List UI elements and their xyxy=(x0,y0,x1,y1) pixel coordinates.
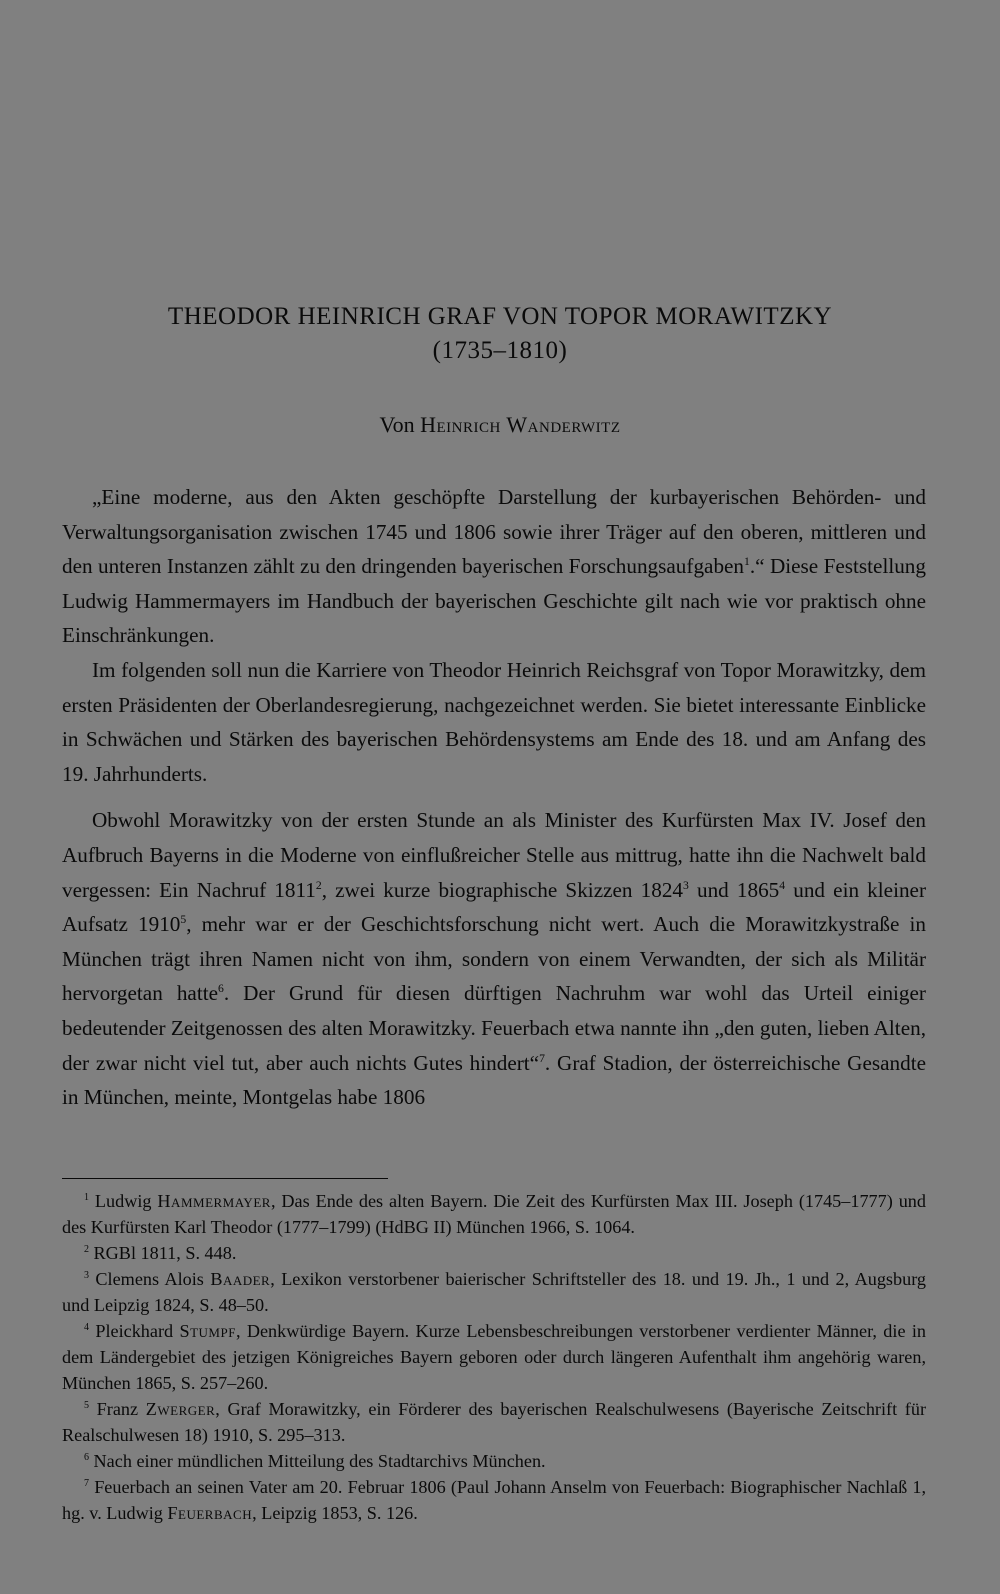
footnote-ref: 7 xyxy=(539,1051,545,1065)
text-run: „Eine moderne, aus den Akten geschöpfte Darstellung der kurbayerischen Behörden- und Verwaltungsorganisation zwischen 1745 und 1806 sowie ihrer Träger auf den oberen, mittleren und den unteren Instanzen zählt zu den dringenden bayerischen Forschungsaufgaben xyxy=(62,485,926,579)
footnote-author: Feuerbach xyxy=(167,1503,253,1523)
footnote xyxy=(62,1266,926,1318)
footnote-ref: 4 xyxy=(779,878,786,892)
footnote-divider xyxy=(62,1178,388,1179)
text-run: und ein kleiner Aufsatz 1910 xyxy=(62,877,927,937)
footnote-ref: 6 xyxy=(218,982,224,996)
text-run: .“ Diese Feststellung Ludwig Hammermayers im Handbuch der bayerischen Geschichte gilt nach wie vor praktisch ohne Einschränkungen. xyxy=(62,554,926,648)
footnote-text: Franz xyxy=(96,1399,146,1419)
footnote xyxy=(62,1318,926,1396)
footnote-text: Ludwig xyxy=(94,1191,158,1211)
author-byline xyxy=(60,412,940,438)
footnote xyxy=(62,1448,926,1474)
footnote-author: Hammermayer xyxy=(157,1191,271,1211)
footnote xyxy=(62,1240,926,1266)
article-title xyxy=(60,300,940,368)
footnote-author: Stumpf xyxy=(179,1321,236,1341)
title-dates: (1735–1810) xyxy=(432,337,568,364)
footnote-text: , Lexikon verstorbener baierischer Schriftsteller des 18. und 19. Jh., 1 und 2, Augsburg und Leipzig 1824, S. 48–50. xyxy=(62,1269,927,1315)
footnote-text: , Denkwürdige Bayern. Kurze Lebensbeschreibungen verstorbener verdienter Männer, die in dem Ländergebiet des jetzigen Königreiches Bayern geboren oder durch längeren Aufenthalt ihm angehörig waren, München 1865, S. 257–260. xyxy=(62,1321,927,1393)
body-text xyxy=(62,480,926,1115)
text-run: , mehr war er der Geschichtsforschung nicht wert. Auch die Morawitzkystraße in München trägt ihren Namen nicht von ihm, sondern von einem Verwandten, der sich als Militär hervorgetan hatte xyxy=(62,912,927,1006)
text-run: , zwei kurze biographische Skizzen 1824 xyxy=(321,877,684,902)
footnote-number: 3 xyxy=(84,1269,89,1281)
paragraph-1 xyxy=(62,480,926,653)
footnote-number: 2 xyxy=(84,1243,89,1255)
text-run: und 1865 xyxy=(688,877,780,902)
footnote-number: 5 xyxy=(84,1399,89,1411)
footnotes xyxy=(62,1188,926,1526)
footnote-text: Clemens Alois xyxy=(95,1269,211,1289)
text-run: Im folgenden soll nun die Karriere von Theodor Heinrich Reichsgraf von Topor Morawitzky, dem ersten Präsidenten der Oberlandesregierung, nachgezeichnet werden. Sie bietet interessante Einblicke in Schwächen und Stärken des bayerischen Behördensystems am Ende des 18. und am Anfang des 19. Jahrhunderts. xyxy=(62,657,926,786)
footnote-number: 6 xyxy=(84,1451,89,1463)
footnote xyxy=(62,1188,926,1240)
footnote-ref: 3 xyxy=(683,878,689,892)
footnote-number: 4 xyxy=(84,1321,89,1333)
footnote-ref: 5 xyxy=(180,913,187,927)
footnote xyxy=(62,1474,926,1526)
paragraph-2 xyxy=(62,803,926,1114)
footnote-author: Zwerger xyxy=(145,1399,216,1419)
footnote-text: Nach einer mündlichen Mitteilung des Stadtarchivs München. xyxy=(93,1451,546,1471)
footnote xyxy=(62,1396,926,1448)
author-prefix: Von xyxy=(379,412,415,437)
footnote-text: , Das Ende des alten Bayern. Die Zeit des Kurfürsten Max III. Joseph (1745–1777) und des Kurfürsten Karl Theodor (1777–1799) (HdBG II) München 1966, S. 1064. xyxy=(62,1191,926,1237)
footnote-ref: 1 xyxy=(744,555,750,569)
footnote-text: RGBl 1811, S. 448. xyxy=(93,1243,237,1263)
footnote-ref: 2 xyxy=(315,878,322,892)
footnote-text: Pleickhard xyxy=(95,1321,180,1341)
footnote-text: , Graf Morawitzky, ein Förderer des bayerischen Realschulwesens (Bayerische Zeitschrift für Realschulwesen 18) 1910, S. 295–313. xyxy=(62,1399,926,1445)
paragraph-1b xyxy=(62,653,926,791)
footnote-number: 1 xyxy=(84,1191,89,1203)
footnote-number: 7 xyxy=(84,1477,89,1489)
author-name: Heinrich Wanderwitz xyxy=(420,412,621,437)
footnote-author: Baader xyxy=(210,1269,271,1289)
footnote-text: , Leipzig 1853, S. 126. xyxy=(252,1503,418,1523)
text-run: Obwohl Morawitzky von der ersten Stunde an als Minister des Kurfürsten Max IV. Josef den Aufbruch Bayerns in die Moderne von einflußreicher Stelle aus mittrug, hatte ihn die Nachwelt bald vergessen: Ein Nachruf 1811 xyxy=(62,808,926,902)
text-run: . Graf Stadion, der österreichische Gesandte in München, meinte, Montgelas habe 1806 xyxy=(62,1050,926,1110)
title-line: THEODOR HEINRICH GRAF VON TOPOR MORAWITZKY xyxy=(167,303,833,330)
footnote-text: Feuerbach an seinen Vater am 20. Februar 1806 (Paul Johann Anselm von Feuerbach: Biographischer Nachlaß 1, hg. v. Ludwig xyxy=(62,1477,926,1523)
text-run: . Der Grund für diesen dürftigen Nachruhm war wohl das Urteil einiger bedeutender Zeitgenossen des alten Morawitzky. Feuerbach etwa nannte ihn „den guten, lieben Alten, der zwar nicht viel tut, aber auch nichts Gutes hindert“ xyxy=(62,981,926,1075)
